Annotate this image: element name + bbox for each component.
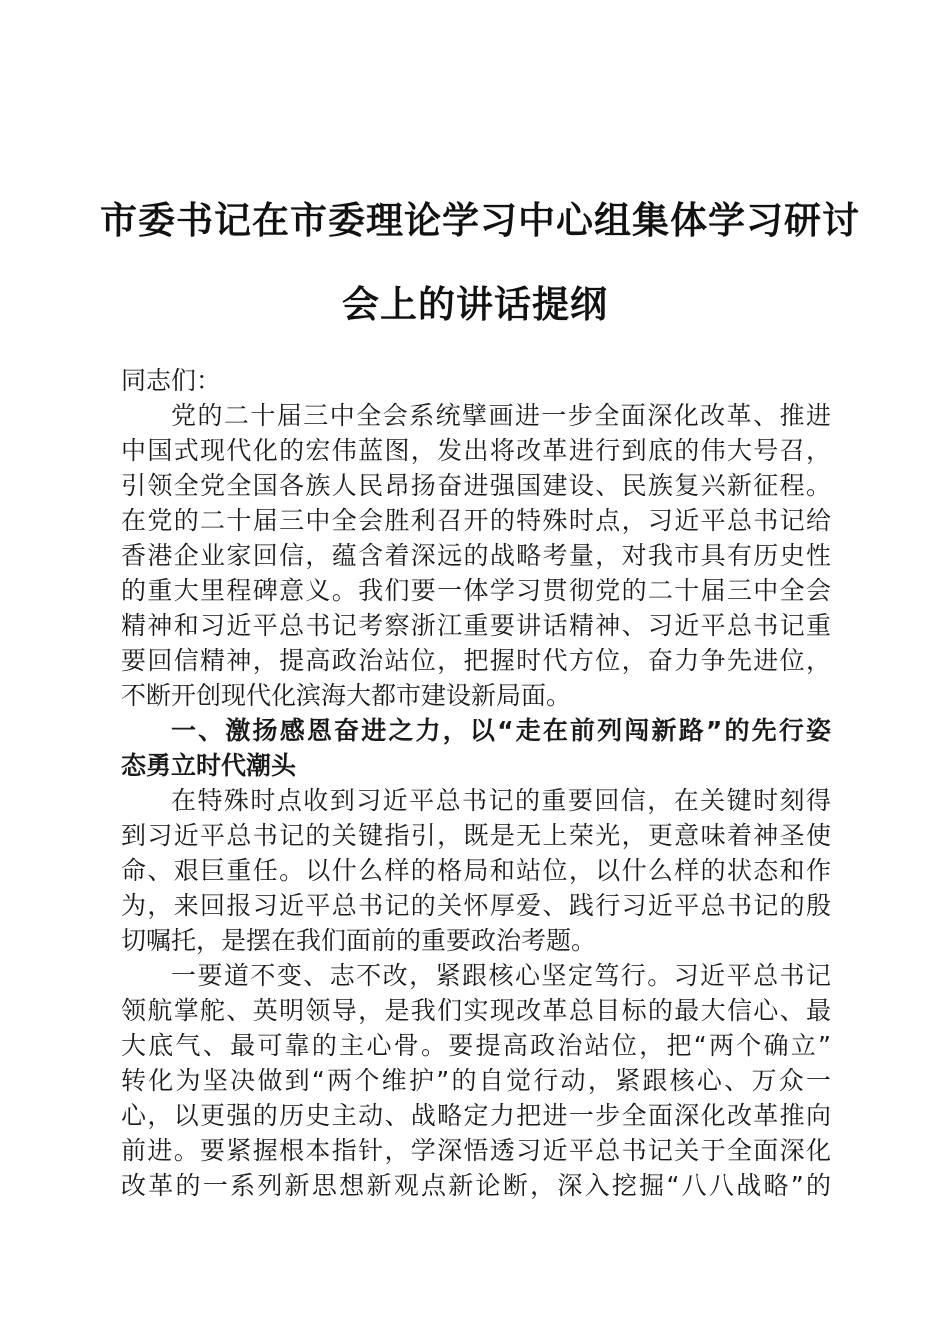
document-body [121,363,831,1203]
document-title [100,178,860,346]
paragraph-3-line: 一要道不变、志不改，紧跟核心坚定笃行。习近平总书记 [171,961,831,990]
paragraph-1-line: 要回信精神，提高政治站位，把握时代方位，奋力争先进位， [121,646,831,675]
paragraph-1-line: 的重大里程碑意义。我们要一体学习贯彻党的二十届三中全会 [121,576,831,605]
paragraph-1-line: 引领全党全国各族人民昂扬奋进强国建设、民族复兴新征程。 [121,471,831,500]
paragraph-2-line: 命、艰巨重任。以什么样的格局和站位，以什么样的状态和作 [121,856,831,885]
title-line-1: 市委书记在市委理论学习中心组集体学习研讨 [100,198,860,242]
section-heading-1: 一、激扬感恩奋进之力，以“走在前列闯新路”的先行姿 [171,716,831,745]
paragraph-3-line: 转化为坚决做到“两个维护”的自觉行动，紧跟核心、万众一 [121,1066,831,1095]
paragraph-1-line: 不断开创现代化滨海大都市建设新局面。 [121,681,572,710]
salutation: 同志们： [121,366,222,395]
paragraph-2-line: 到习近平总书记的关键指引，既是无上荣光，更意味着神圣使 [121,821,831,850]
paragraph-2-line: 切嘱托，是摆在我们面前的重要政治考题。 [121,926,597,955]
paragraph-3-line: 改革的一系列新思想新观点新论断，深入挖掘“八八战略”的 [121,1171,831,1200]
paragraph-1-line: 香港企业家回信，蕴含着深远的战略考量，对我市具有历史性 [121,541,831,570]
paragraph-2-line: 在特殊时点收到习近平总书记的重要回信，在关键时刻得 [171,786,831,815]
paragraph-3-line: 大底气、最可靠的主心骨。要提高政治站位，把“两个确立” [121,1031,831,1060]
title-line-2: 会上的讲话提纲 [342,282,608,326]
paragraph-3-line: 领航掌舵、英明领导，是我们实现改革总目标的最大信心、最 [121,996,831,1025]
paragraph-1-line: 党的二十届三中全会系统擘画进一步全面深化改革、推进 [171,401,831,430]
paragraph-1-line: 精神和习近平总书记考察浙江重要讲话精神、习近平总书记重 [121,611,831,640]
paragraph-3-line: 前进。要紧握根本指针，学深悟透习近平总书记关于全面深化 [121,1136,831,1165]
paragraph-1-line: 在党的二十届三中全会胜利召开的特殊时点，习近平总书记给 [121,506,831,535]
paragraph-3-line: 心，以更强的历史主动、战略定力把进一步全面深化改革推向 [121,1101,831,1130]
section-heading-1: 态勇立时代潮头 [121,751,297,780]
paragraph-1-line: 中国式现代化的宏伟蓝图，发出将改革进行到底的伟大号召， [121,436,831,465]
paragraph-2-line: 为，来回报习近平总书记的关怀厚爱、践行习近平总书记的殷 [121,891,831,920]
